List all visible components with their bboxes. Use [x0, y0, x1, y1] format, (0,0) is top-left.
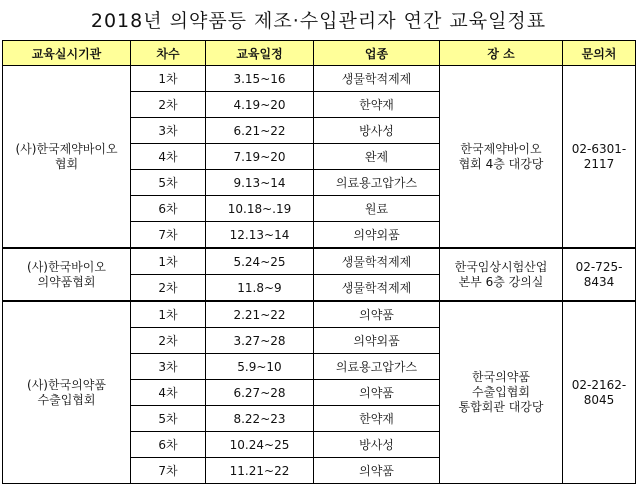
- round-cell: 4차: [131, 380, 206, 406]
- industry-cell: 방사성: [314, 432, 440, 458]
- place-line: 수출입협회: [472, 385, 530, 399]
- industry-cell: 의약품: [314, 458, 440, 484]
- org-name-line: (사)한국의약품: [27, 377, 106, 392]
- org-cell: [3, 248, 131, 301]
- round-cell: 3차: [131, 118, 206, 144]
- header-place: 장 소: [440, 41, 563, 66]
- dates-cell: 8.22~23: [206, 406, 314, 432]
- dates-cell: 6.21~22: [206, 118, 314, 144]
- contact-cell: [563, 301, 636, 484]
- industry-cell: 생물학적제제: [314, 275, 440, 302]
- org-name-line: 수출입협회: [37, 392, 96, 407]
- org-name-line: (사)한국제약바이오: [15, 141, 118, 156]
- header-org: 교육실시기관: [3, 41, 131, 66]
- dates-cell: 5.24~25: [206, 248, 314, 275]
- dates-cell: 10.24~25: [206, 432, 314, 458]
- table-row: [3, 301, 636, 328]
- industry-cell: 원료: [314, 196, 440, 222]
- industry-cell: 생물학적제제: [314, 248, 440, 275]
- dates-cell: 3.15~16: [206, 66, 314, 92]
- dates-cell: 7.19~20: [206, 144, 314, 170]
- round-cell: 2차: [131, 328, 206, 354]
- header-row: [3, 41, 636, 66]
- place-line: 협회 4층 대강당: [458, 156, 544, 171]
- place-cell: [440, 248, 563, 301]
- dates-cell: 9.13~14: [206, 170, 314, 196]
- header-round: 차수: [131, 41, 206, 66]
- industry-cell: 의약외품: [314, 328, 440, 354]
- org-cell: [3, 301, 131, 484]
- contact-phone-line: 8434: [583, 274, 615, 289]
- contact-phone-line: 8045: [583, 392, 615, 407]
- table-row: [3, 66, 636, 92]
- contact-cell: [563, 248, 636, 301]
- industry-cell: 생물학적제제: [314, 66, 440, 92]
- round-cell: 6차: [131, 432, 206, 458]
- contact-phone-line: 02-725-: [575, 259, 623, 274]
- industry-cell: 의약외품: [314, 222, 440, 249]
- dates-cell: 6.27~28: [206, 380, 314, 406]
- table-row: [3, 248, 636, 275]
- place-line: 한국임상시험산업: [454, 259, 548, 274]
- round-cell: 6차: [131, 196, 206, 222]
- place-line: 통합회관 대강당: [458, 400, 544, 414]
- round-cell: 3차: [131, 354, 206, 380]
- round-cell: 1차: [131, 248, 206, 275]
- contact-phone-line: 02-2162-: [571, 377, 627, 392]
- contact-phone-line: 02-6301-: [571, 141, 627, 156]
- round-cell: 1차: [131, 301, 206, 328]
- round-cell: 4차: [131, 144, 206, 170]
- place-cell: [440, 301, 563, 484]
- org-cell: [3, 66, 131, 249]
- industry-cell: 방사성: [314, 118, 440, 144]
- header-contact: 문의처: [563, 41, 636, 66]
- industry-cell: 의료용고압가스: [314, 354, 440, 380]
- page-title: 2018년 의약품등 제조·수입관리자 연간 교육일정표: [90, 10, 547, 32]
- contact-phone-line: 2117: [583, 156, 615, 171]
- org-name-line: (사)한국바이오: [27, 259, 106, 274]
- dates-cell: 4.19~20: [206, 92, 314, 118]
- org-name-line: 협회: [54, 156, 79, 171]
- dates-cell: 2.21~22: [206, 301, 314, 328]
- round-cell: 2차: [131, 92, 206, 118]
- round-cell: 5차: [131, 170, 206, 196]
- round-cell: 7차: [131, 222, 206, 249]
- place-line: 한국제약바이오: [460, 141, 542, 156]
- industry-cell: 의료용고압가스: [314, 170, 440, 196]
- round-cell: 1차: [131, 66, 206, 92]
- dates-cell: 10.18~.19: [206, 196, 314, 222]
- header-industry: 업종: [314, 41, 440, 66]
- round-cell: 7차: [131, 458, 206, 484]
- dates-cell: 12.13~14: [206, 222, 314, 249]
- round-cell: 5차: [131, 406, 206, 432]
- round-cell: 2차: [131, 275, 206, 302]
- place-line: 한국의약품: [472, 370, 530, 384]
- header-dates: 교육일정: [206, 41, 314, 66]
- place-cell: [440, 66, 563, 249]
- schedule-body: [3, 66, 636, 484]
- industry-cell: 한약재: [314, 92, 440, 118]
- industry-cell: 한약재: [314, 406, 440, 432]
- dates-cell: 11.21~22: [206, 458, 314, 484]
- industry-cell: 의약품: [314, 380, 440, 406]
- industry-cell: 완제: [314, 144, 440, 170]
- org-name-line: 의약품협회: [37, 274, 96, 289]
- dates-cell: 5.9~10: [206, 354, 314, 380]
- industry-cell: 의약품: [314, 301, 440, 328]
- place-line: 본부 6층 강의실: [458, 274, 544, 289]
- dates-cell: 3.27~28: [206, 328, 314, 354]
- contact-cell: [563, 66, 636, 249]
- schedule-table: [2, 40, 636, 484]
- dates-cell: 11.8~9: [206, 275, 314, 302]
